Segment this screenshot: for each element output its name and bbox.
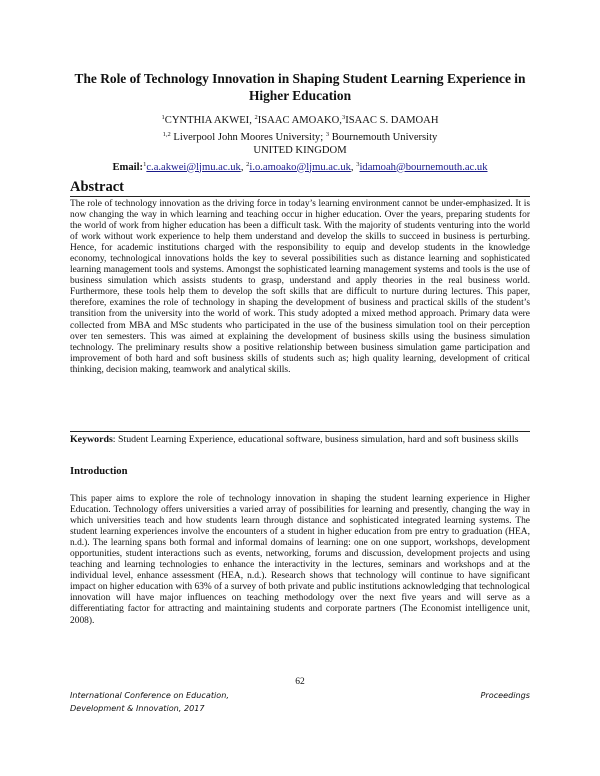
page-number: 62 <box>295 677 305 687</box>
email-link-2[interactable]: i.o.amoako@ljmu.ac.uk <box>249 161 351 173</box>
author-block <box>60 111 540 174</box>
email-3-superscript: 3 <box>356 160 360 168</box>
email-link-3[interactable]: idamoah@bournemouth.ac.uk <box>359 161 488 173</box>
footer-proceedings: Proceedings <box>480 690 530 700</box>
introduction-text: This paper aims to explore the role of technology innovation in shaping the student learning experience in Higher Education. Technology offers universities a varied array of possibilities for learning and presently, changing the way in which universities teach and how students learn through distance and sophisticated integrated learning systems. The student learning experiences involve the encounters of a student in higher education from pre entry to graduation (HEA, n.d.). The learning spans both formal and informal domains of learning: one on one support, workshops, development opportunities, student interactions such as events, networking, forums and discussion, development projects and using teaching and learning technologies to enhance the interactivity in the lectures, seminars and workshops and at the individual level, enhance assessment (HEA, n.d.). Research shows that technology will continue to have significant impact on higher education with 63% of a survey of both private and public institutions acknowledging that technological innovation will have major influences on teaching methodology over the next five years and will serve as a differentiating factor for attracting and maintaining students and corporate partners (The Economist intelligence unit, 2008). <box>70 494 530 626</box>
affiliation-1: Liverpool John Moores University; <box>170 131 326 143</box>
email-2-superscript: 2 <box>246 160 250 168</box>
email-line: Email:$^1$c.a.akwei@ljmu.ac.uk, $^2$i.o.amoako@ljmu.ac.uk, $^3$idamoah@bournemouth.ac.uk <box>112 160 488 173</box>
keywords-text: : Student Learning Experience, educational software, business simulation, hard and soft business skills <box>112 434 519 445</box>
author-2-superscript: 2 <box>254 114 258 121</box>
paper-title: The Role of Technology Innovation in Shaping Student Learning Experience in Higher Education <box>74 71 526 103</box>
email-1-superscript: 1 <box>143 160 147 168</box>
author-2: ISAAC AMOAKO, <box>257 115 342 126</box>
author-names <box>60 111 540 128</box>
abstract-text: The role of technology innovation as the driving force in today’s learning environment cannot be under-emphasized. It is now changing the way in which learning and teaching occur in higher education. Over the years, preparing students for the world of work from higher education has been a difficult task. With the majority of students venturing into the world of work without work experience to help them understand and develop the skills to succeed in business is perturbing. Hence, for academic institutions charged with the responsibility to equip and develop students in the knowledge economy, technological innovations holds the key to several possibilities such as distance learning and sophisticated learning management tools and systems. Amongst the sophisticated learning management systems and tools is the use of business simulation which assists students to grasp, understand and apply theories in the real business world. Furthermore, these tools help them to develop the soft skills that are difficult to nurture during lectures. This paper, therefore, examines the role of technology in shaping the development of business and practical skills of the student’s transition from the university into the world of work. This study adopted a mixed method approach. Primary data were collected from MBA and MSc students who participated in the use of the business simulation tool on their perception over ten semesters. This was aimed at explaining the development of business skills using the business simulation technology. The preliminary results show a positive relationship between business simulation game participation and improvement of both hard and soft business skills of students such as; high quality learning, development of critical thinking, decision making, teamwork and analytical skills. <box>70 199 530 375</box>
abstract-heading: Abstract <box>70 179 124 195</box>
author-1: CYNTHIA AKWEI, <box>164 115 255 126</box>
email-link-1[interactable]: c.a.akwei@ljmu.ac.uk <box>146 161 241 173</box>
affiliation-2: Bournemouth University <box>329 131 438 143</box>
email-label: Email: <box>112 161 144 173</box>
footer-conference <box>70 689 229 714</box>
keywords <box>70 434 530 447</box>
author-3-superscript: 3 <box>341 114 346 121</box>
abstract-top-rule <box>70 196 530 197</box>
keywords-label: Keywords <box>70 434 113 445</box>
affiliation-2-superscript: 3 <box>325 130 330 138</box>
abstract-bottom-rule <box>70 431 530 432</box>
country: UNITED KINGDOM <box>253 145 347 156</box>
affiliation-1-superscript: 1,2 <box>162 130 171 138</box>
footer-conference-line-2: Development & Innovation, 2017 <box>70 702 205 713</box>
author-3: ISAAC S. DAMOAH <box>345 115 439 126</box>
author-1-superscript: 1 <box>161 114 165 121</box>
introduction-heading: Introduction <box>70 466 128 477</box>
affiliations <box>60 128 540 145</box>
footer-conference-line-1: International Conference on Education, <box>70 690 229 700</box>
